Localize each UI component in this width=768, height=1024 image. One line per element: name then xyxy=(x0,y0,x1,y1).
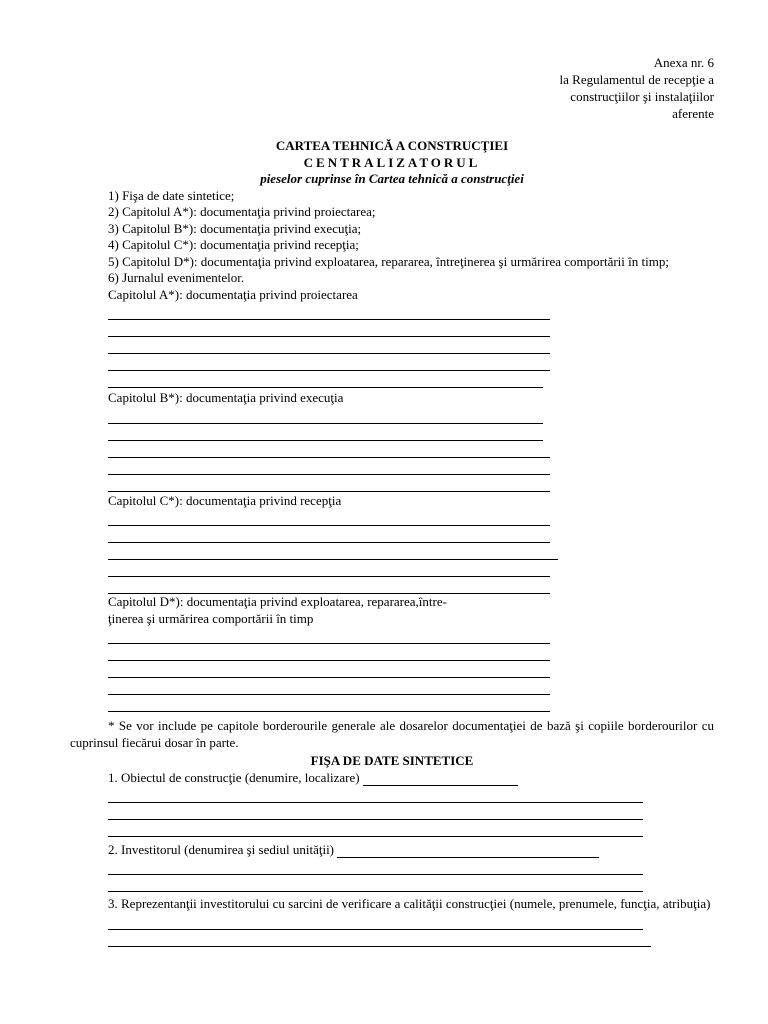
blank-line[interactable] xyxy=(108,424,543,441)
chapter-d-heading-1: Capitolul D*): documentaţia privind exploatarea, repararea,între- xyxy=(108,594,447,609)
field-investor-label: 2. Investitorul (denumirea şi sediul unităţii) xyxy=(108,842,335,857)
annex-header xyxy=(560,54,714,122)
blank-line[interactable] xyxy=(108,337,550,354)
annex-line-1: Anexa nr. 6 xyxy=(653,55,714,70)
document-subtitle: pieselor cuprinse în Cartea tehnică a construcţiei xyxy=(260,171,524,186)
footnote: * Se vor include pe capitole borderourile generale ale dosarelor documentaţiei de bază şi copiile borderourilor cu cuprinsul fiecărui dosar în parte. xyxy=(70,718,714,750)
chapter-a-heading: Capitolul A*): documentaţia privind proiectarea xyxy=(108,286,358,302)
list-item: 2) Capitolul A*): documentaţia privind proiectarea; xyxy=(108,204,376,219)
blank-line[interactable] xyxy=(108,644,550,661)
blank-line[interactable] xyxy=(108,526,550,543)
blank-line[interactable] xyxy=(108,858,643,875)
blank-line[interactable] xyxy=(108,509,550,526)
list-item: 5) Capitolul D*): documentaţia privind exploatarea, repararea, întreţinerea şi urmărirea comportării în timp; xyxy=(108,253,669,269)
blank-line[interactable] xyxy=(108,678,550,695)
field-investor xyxy=(70,841,714,858)
blank-line[interactable] xyxy=(108,475,550,492)
document-body xyxy=(70,138,714,947)
blank-line[interactable] xyxy=(108,407,543,424)
blank-line[interactable] xyxy=(108,560,550,577)
fisa-title: FIŞA DE DATE SINTETICE xyxy=(310,753,474,768)
annex-line-4: aferente xyxy=(672,106,714,121)
blank-line[interactable] xyxy=(108,820,643,837)
list-item: 3) Capitolul B*): documentaţia privind execuţia; xyxy=(108,220,362,236)
blank-line[interactable] xyxy=(108,458,550,475)
field-object-input[interactable] xyxy=(363,772,518,786)
field-object-label: 1. Obiectul de construcţie (denumire, localizare) xyxy=(108,770,360,785)
blank-line[interactable] xyxy=(108,913,643,930)
blank-line[interactable] xyxy=(108,875,643,892)
blank-line[interactable] xyxy=(108,803,643,820)
annex-line-2: la Regulamentul de recepţie a xyxy=(559,72,714,87)
document-title: CARTEA TEHNICĂ A CONSTRUCŢIEI xyxy=(275,138,509,153)
blank-line[interactable] xyxy=(108,543,558,560)
chapter-b-heading: Capitolul B*): documentaţia privind execuţia xyxy=(108,390,344,405)
blank-line[interactable] xyxy=(108,303,550,320)
list-item: 4) Capitolul C*): documentaţia privind recepţia; xyxy=(108,237,359,252)
blank-line[interactable] xyxy=(108,441,550,458)
blank-line[interactable] xyxy=(108,320,550,337)
blank-line[interactable] xyxy=(108,627,550,644)
centralizator-title: CENTRALIZATORUL xyxy=(303,154,481,170)
list-item: 1) Fişa de date sintetice; xyxy=(108,187,235,203)
blank-line[interactable] xyxy=(108,786,643,803)
chapter-d-heading-2: ţinerea şi urmărirea comportării în timp xyxy=(108,610,314,626)
blank-line[interactable] xyxy=(108,354,550,371)
blank-line[interactable] xyxy=(108,930,651,947)
blank-line[interactable] xyxy=(108,371,543,388)
blank-line[interactable] xyxy=(108,577,550,594)
blank-line[interactable] xyxy=(108,695,550,712)
chapter-c-heading: Capitolul C*): documentaţia privind recepţia xyxy=(108,492,342,508)
annex-line-3: construcţiilor şi instalaţiilor xyxy=(570,89,714,104)
blank-line[interactable] xyxy=(108,661,550,678)
list-item: 6) Jurnalul evenimentelor. xyxy=(108,270,245,285)
field-representatives-label: 3. Reprezentanţii investitorului cu sarcini de verificare a calităţii construcţiei (numele, prenumele, funcţia, atribuţia) xyxy=(108,896,711,911)
field-investor-input[interactable] xyxy=(337,844,599,858)
field-object xyxy=(70,769,714,786)
